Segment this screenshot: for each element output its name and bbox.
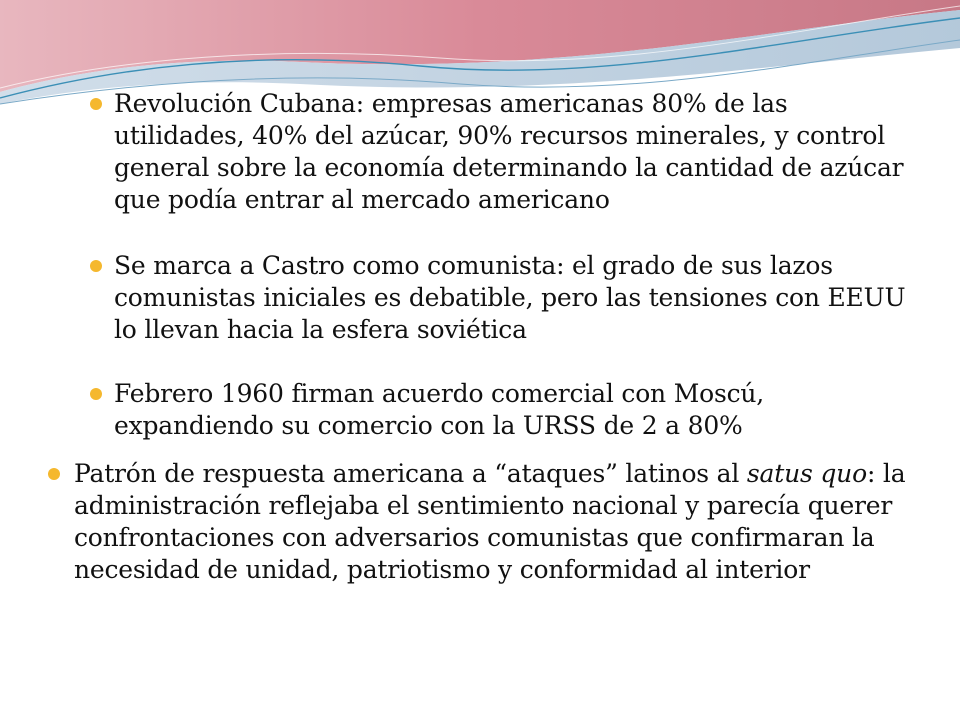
main-bullet-patron <box>48 458 908 586</box>
sub-bullet-text: Se marca a Castro como comunista: el grado de sus lazos comunistas iniciales es debatible, pero las tensiones con EEUU lo llevan hacia la esfera soviética <box>114 251 906 344</box>
bullet-dot-icon <box>90 98 102 110</box>
sub-bullet-revolucion <box>90 88 920 216</box>
bullet-dot-icon <box>90 388 102 400</box>
main-bullet-text-italic: satus quo <box>746 459 867 488</box>
bullet-dot-icon <box>48 468 60 480</box>
sub-bullet-febrero <box>90 378 920 442</box>
main-bullet-text-part2: : la administración reflejaba el sentimiento nacional y parecía querer confrontaciones con adversarios comunistas que confirmaran la necesidad de unidad, patriotismo y conformidad al interior <box>74 459 906 584</box>
sub-bullet-castro <box>90 250 920 346</box>
sub-bullet-text: Revolución Cubana: empresas americanas 80% de las utilidades, 40% del azúcar, 90% recursos minerales, y control general sobre la economía determinando la cantidad de azúcar que podía entrar al mercado americano <box>114 89 904 214</box>
bullet-dot-icon <box>90 260 102 272</box>
main-bullet-text-part1: Patrón de respuesta americana a “ataques” latinos al <box>74 459 747 488</box>
main-bullet-text <box>74 458 908 586</box>
sub-bullet-text: Febrero 1960 firman acuerdo comercial con Moscú, expandiendo su comercio con la URSS de 2 a 80% <box>114 379 765 440</box>
